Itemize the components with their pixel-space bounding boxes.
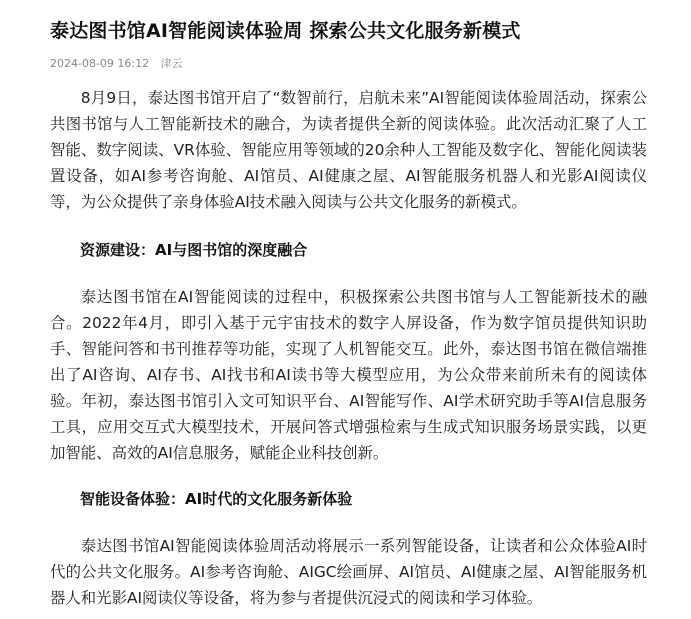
- paragraph-devices: 泰达图书馆AI智能阅读体验周活动将展示一系列智能设备，让读者和公众体验AI时代的公共文化服务。AI参考咨询舱、AIGC绘画屏、AI馆员、AI健康之屋、AI智能服务机器人和光影AI阅读仪等设备，将为参与者提供沉浸式的阅读和学习体验。: [50, 537, 647, 607]
- publish-datetime: 2024-08-09 16:12: [50, 57, 150, 70]
- section-heading-resources: 资源建设：AI与图书馆的深度融合: [80, 241, 308, 259]
- paragraph-intro: 8月9日，泰达图书馆开启了“数智前行，启航未来”AI智能阅读体验周活动，探索公共图书馆与人工智能新技术的融合，为读者提供全新的阅读体验。此次活动汇聚了人工智能、数字阅读、VR体验、智能应用等领域的20余种人工智能及数字化、智能化阅读装置设备，如AI参考咨询舱、AI馆员、AI健康之屋、AI智能服务机器人和光影AI阅读仪等，为公众提供了亲身体验AI技术融入阅读与公共文化服务的新模式。: [50, 89, 647, 211]
- section-heading-devices: 智能设备体验：AI时代的文化服务新体验: [80, 490, 353, 508]
- article-source: 津云: [160, 57, 183, 70]
- paragraph-resources: 泰达图书馆在AI智能阅读的过程中，积极探索公共图书馆与人工智能新技术的融合。2022年4月，即引入基于元宇宙技术的数字人屏设备，作为数字馆员提供知识助手、智能问答和书刊推荐等功能，实现了人机智能交互。此外，泰达图书馆在微信端推出了AI咨询、AI存书、AI找书和AI读书等大模型应用，为公众带来前所未有的阅读体验。年初，泰达图书馆引入文可知识平台、AI智能写作、AI学术研究助手等AI信息服务工具，应用交互式大模型技术，开展问答式增强检索与生成式知识服务场景实践，以更加智能、高效的AI信息服务，赋能企业科技创新。: [50, 288, 647, 462]
- article-title: 泰达图书馆AI智能阅读体验周 探索公共文化服务新模式: [50, 20, 521, 42]
- article-meta: [50, 57, 647, 71]
- article-body: [50, 85, 647, 611]
